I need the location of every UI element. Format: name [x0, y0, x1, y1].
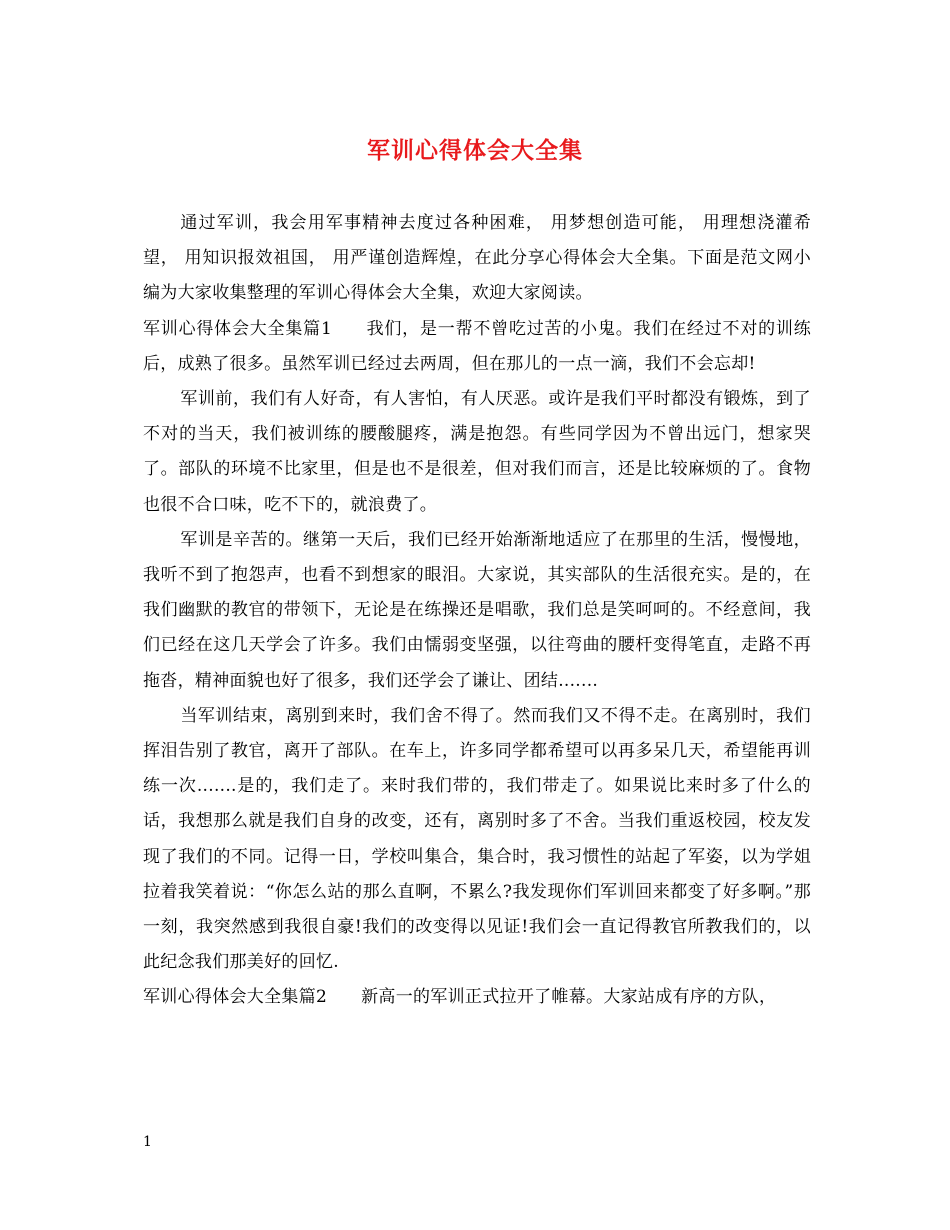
body-paragraph: 军训前，我们有人好奇，有人害怕，有人厌恶。或许是我们平时都没有锻炼，到了不对的当天，我们被训练的腰酸腿疼，满是抱怨。有些同学因为不曾出远门，想家哭了。部队的环境不比家里，但是也不是很差，但对我们而言，还是比较麻烦的了。食物也很不合口味，吃不下的，就浪费了。 — [143, 389, 811, 515]
section-1-paragraph — [143, 312, 811, 382]
body-paragraph: 当军训结束，离别到来时，我们舍不得了。然而我们又不得不走。在离别时，我们挥泪告别了教官，离开了部队。在车上，许多同学都希望可以再多呆几天，希望能再训练一次.......是的，我们走了。来时我们带的，我们带走了。如果说比来时多了什么的话，我想那么就是我们自身的改变，还有，离别时多了不舍。当我们重返校园，校友发现了我们的不同。记得一日，学校叫集合，集合时，我习惯性的站起了军姿，以为学姐拉着我笑着说：“你怎么站的那么直啊，不累么?我发现你们军训回来都变了好多啊。”那一刻，我突然感到我很自豪!我们的改变得以见证!我们会一直记得教官所教我们的，以此纪念我们那美好的回忆. — [143, 705, 811, 973]
page-number: 1 — [143, 1134, 152, 1150]
intro-paragraph: 通过军训，我会用军事精神去度过各种困难， 用梦想创造可能， 用理想浇灌希望， 用知识报效祖国， 用严谨创造辉煌，在此分享心得体会大全集。下面是范文网小编为大家收集整理的军训心得体会大全集，欢迎大家阅读。 — [143, 213, 811, 304]
section-1-first-text: 我们，是一帮不曾吃过苦的小鬼。我们在经过不对的训练后，成熟了很多。虽然军训已经过去两周，但在那儿的一点一滴，我们不会忘却! — [143, 318, 812, 374]
section-2-heading: 军训心得体会大全集篇2 — [143, 987, 328, 1008]
section-1-heading: 军训心得体会大全集篇1 — [143, 318, 333, 339]
document-title: 军训心得体会大全集 — [367, 137, 583, 164]
section-2-first-text: 新高一的军训正式拉开了帷幕。大家站成有序的方队， — [361, 987, 777, 1008]
document-body — [143, 206, 811, 1016]
section-2-paragraph — [143, 980, 811, 1015]
body-paragraph: 军训是辛苦的。继第一天后，我们已经开始渐渐地适应了在那里的生活，慢慢地，我听不到了抱怨声，也看不到想家的眼泪。大家说，其实部队的生活很充实。是的，在我们幽默的教官的带领下，无论是在练操还是唱歌，我们总是笑呵呵的。不经意间，我们已经在这几天学会了许多。我们由懦弱变坚强，以往弯曲的腰杆变得笔直，走路不再拖沓，精神面貌也好了很多，我们还学会了谦让、团结....... — [143, 529, 811, 691]
